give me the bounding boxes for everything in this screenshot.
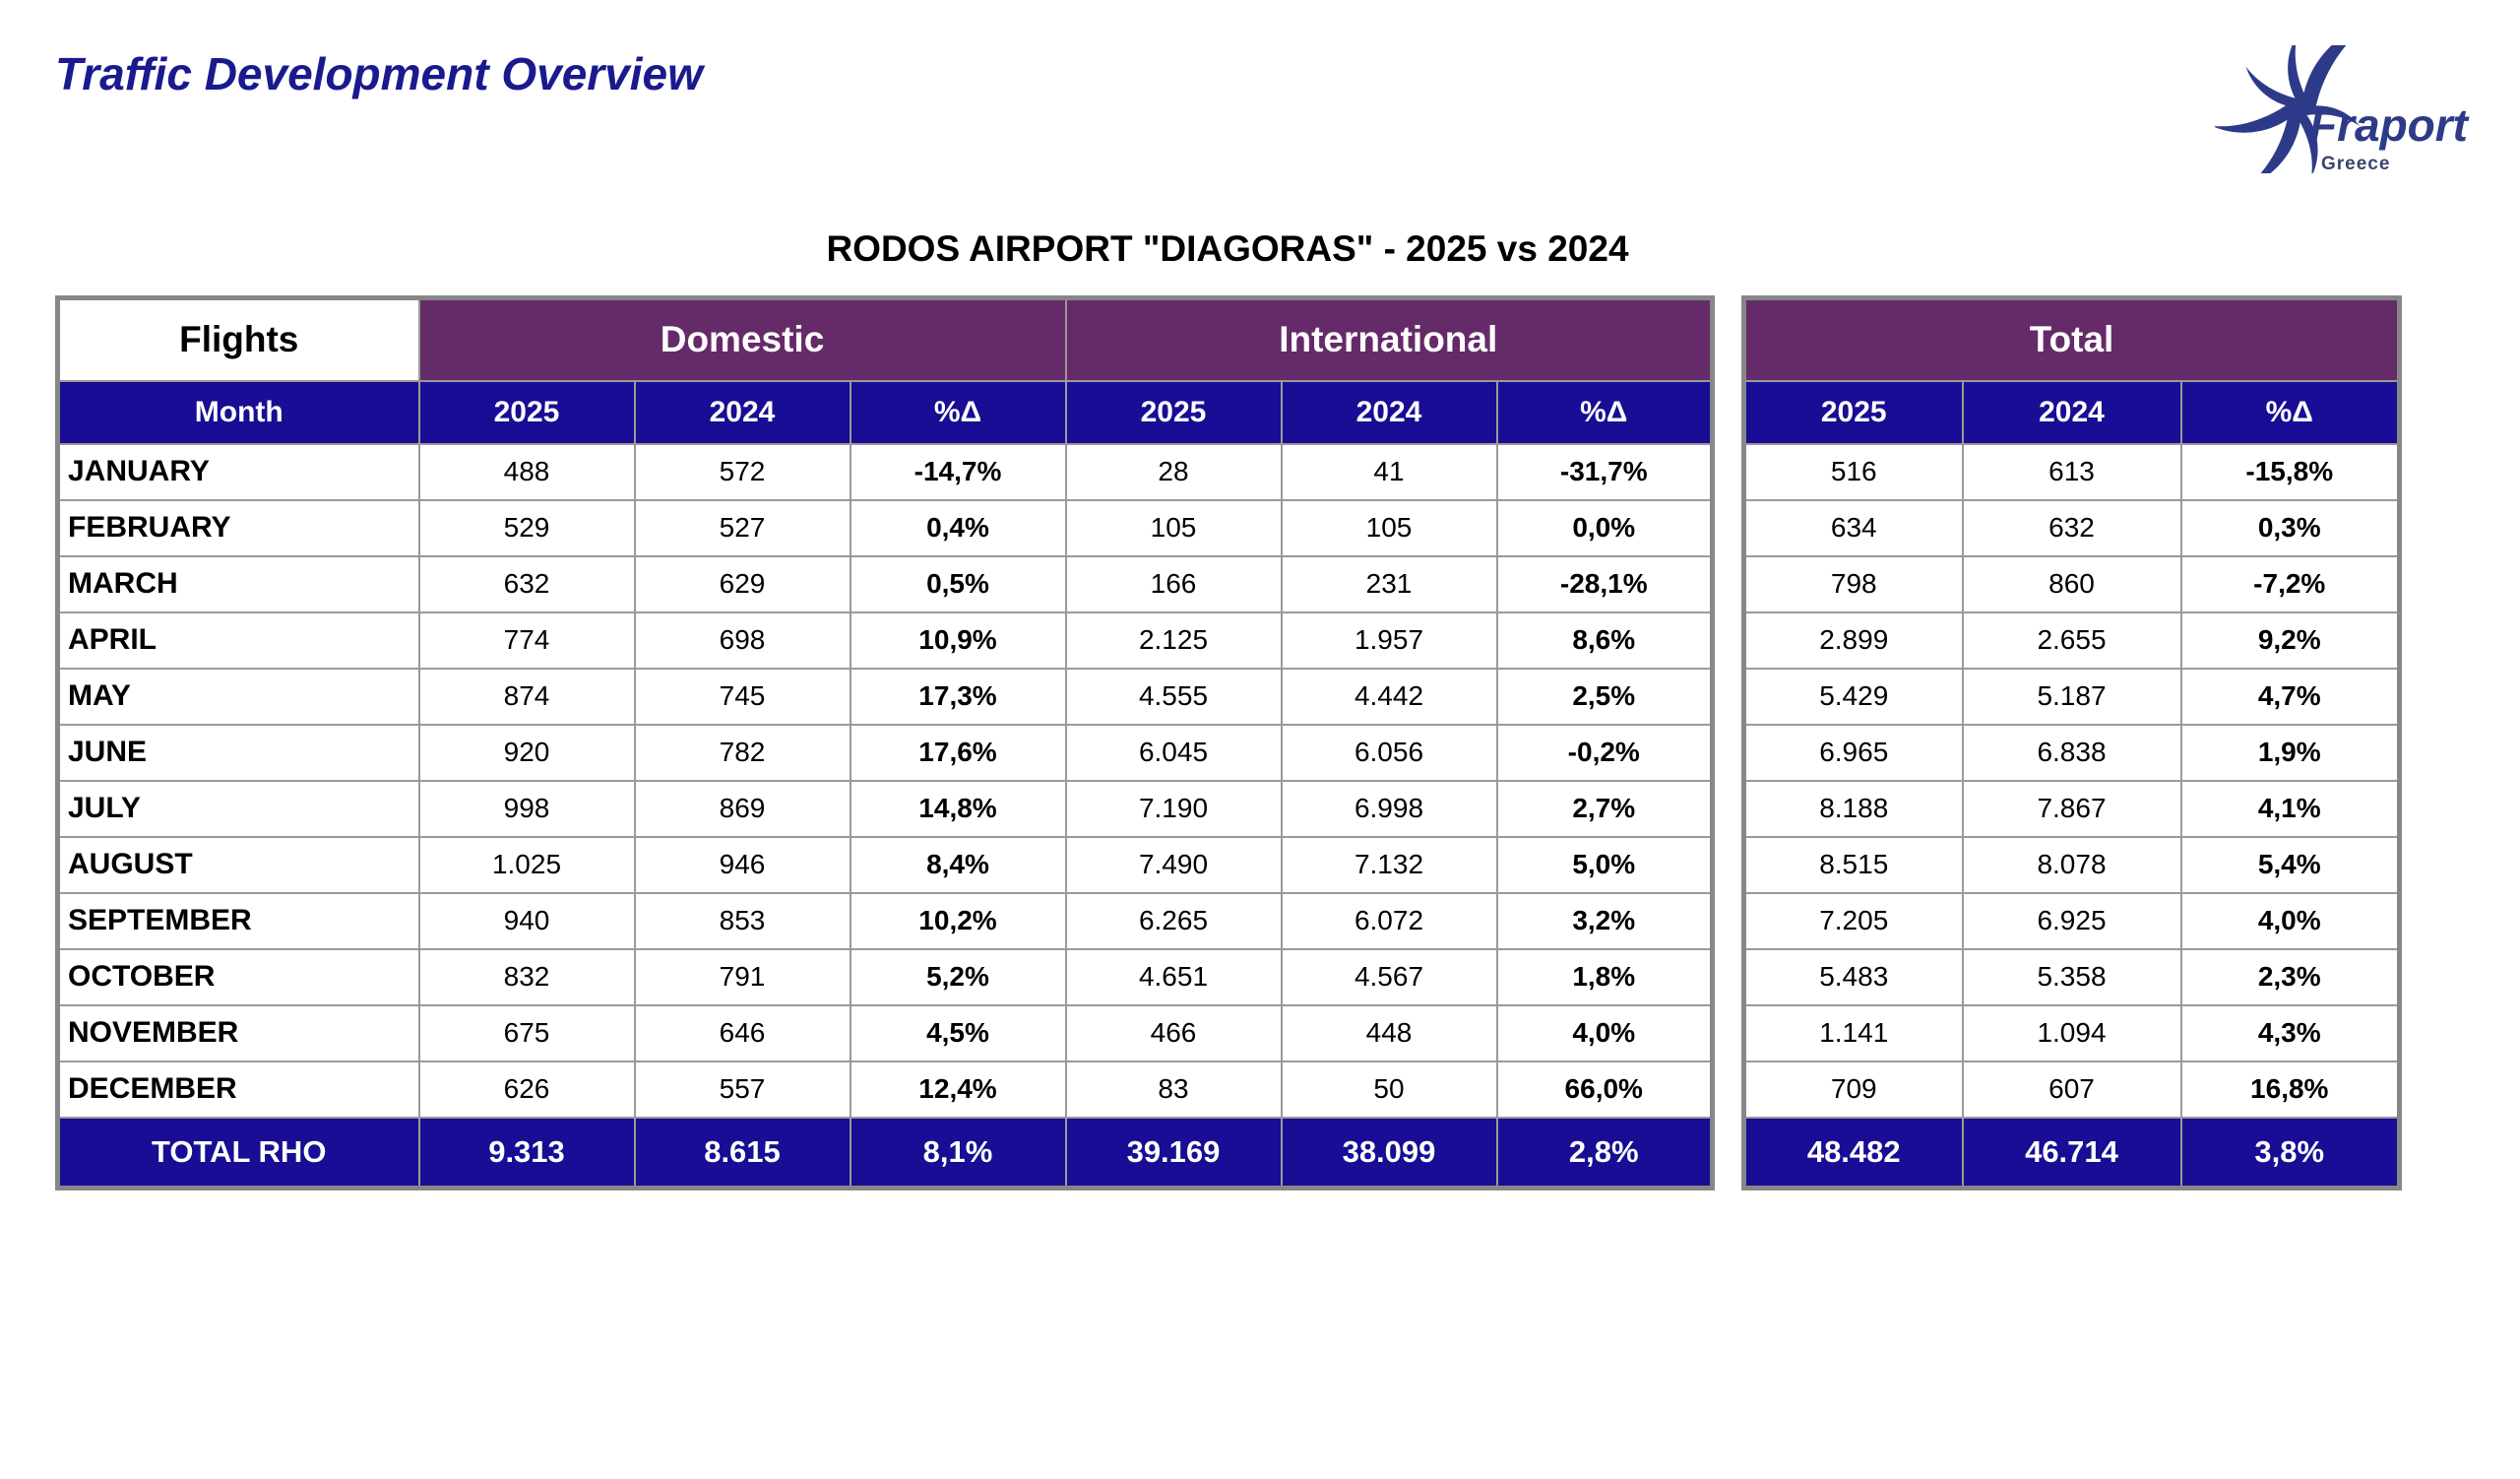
total-cell: 38.099 [1282, 1118, 1497, 1189]
total-cell: 8.615 [635, 1118, 850, 1189]
total-cell: 46.714 [1963, 1118, 2181, 1189]
value-cell: 646 [635, 1005, 850, 1061]
value-cell: 998 [419, 781, 635, 837]
flights-table [55, 295, 1715, 1190]
table-row [58, 556, 1713, 612]
group-header-international: International [1066, 298, 1713, 381]
value-cell: 5.187 [1963, 669, 2181, 725]
delta-cell: 1,8% [1497, 949, 1713, 1005]
column-header-2024: 2024 [635, 381, 850, 444]
delta-cell: 5,0% [1497, 837, 1713, 893]
value-cell: 709 [1744, 1061, 1963, 1118]
delta-cell: 10,2% [850, 893, 1066, 949]
delta-cell: 0,4% [850, 500, 1066, 556]
column-header-2025: 2025 [419, 381, 635, 444]
delta-cell: 2,3% [2181, 949, 2400, 1005]
total-cell: 2,8% [1497, 1118, 1713, 1189]
value-cell: 860 [1963, 556, 2181, 612]
delta-cell: 4,1% [2181, 781, 2400, 837]
value-cell: 8.188 [1744, 781, 1963, 837]
value-cell: 4.567 [1282, 949, 1497, 1005]
value-cell: 105 [1066, 500, 1282, 556]
total-rho-row [1744, 1118, 2400, 1189]
month-label: MAY [58, 669, 419, 725]
value-cell: 466 [1066, 1005, 1282, 1061]
total-cell: 39.169 [1066, 1118, 1282, 1189]
delta-cell: 4,3% [2181, 1005, 2400, 1061]
delta-cell: 2,7% [1497, 781, 1713, 837]
value-cell: 6.265 [1066, 893, 1282, 949]
column-header-row [58, 381, 1713, 444]
table-row [58, 500, 1713, 556]
month-label: NOVEMBER [58, 1005, 419, 1061]
value-cell: 7.490 [1066, 837, 1282, 893]
value-cell: 231 [1282, 556, 1497, 612]
delta-cell: 8,4% [850, 837, 1066, 893]
value-cell: 28 [1066, 444, 1282, 500]
value-cell: 105 [1282, 500, 1497, 556]
value-cell: 488 [419, 444, 635, 500]
table-row [58, 1061, 1713, 1118]
page-title: Traffic Development Overview [55, 48, 703, 99]
value-cell: 675 [419, 1005, 635, 1061]
total-rho-label: TOTAL RHO [58, 1118, 419, 1189]
month-label: DECEMBER [58, 1061, 419, 1118]
value-cell: 632 [419, 556, 635, 612]
delta-cell: 8,6% [1497, 612, 1713, 669]
value-cell: 6.056 [1282, 725, 1497, 781]
fraport-logo [2215, 37, 2500, 185]
value-cell: 572 [635, 444, 850, 500]
delta-cell: 14,8% [850, 781, 1066, 837]
table-row [58, 1005, 1713, 1061]
table-row [58, 725, 1713, 781]
table-row [1744, 669, 2400, 725]
value-cell: 7.205 [1744, 893, 1963, 949]
value-cell: 798 [1744, 556, 1963, 612]
table-row [1744, 725, 2400, 781]
column-header-2024: 2024 [1282, 381, 1497, 444]
logo-brand-text: Fraport [2309, 99, 2468, 151]
column-header-delta: %Δ [1497, 381, 1713, 444]
value-cell: 6.072 [1282, 893, 1497, 949]
value-cell: 920 [419, 725, 635, 781]
value-cell: 5.483 [1744, 949, 1963, 1005]
total-cell: 48.482 [1744, 1118, 1963, 1189]
value-cell: 832 [419, 949, 635, 1005]
value-cell: 613 [1963, 444, 2181, 500]
month-label: SEPTEMBER [58, 893, 419, 949]
value-cell: 1.025 [419, 837, 635, 893]
value-cell: 4.555 [1066, 669, 1282, 725]
value-cell: 782 [635, 725, 850, 781]
value-cell: 7.190 [1066, 781, 1282, 837]
value-cell: 774 [419, 612, 635, 669]
value-cell: 874 [419, 669, 635, 725]
delta-cell: 4,0% [1497, 1005, 1713, 1061]
column-header-2025: 2025 [1066, 381, 1282, 444]
month-label: MARCH [58, 556, 419, 612]
delta-cell: -0,2% [1497, 725, 1713, 781]
table-row [1744, 781, 2400, 837]
value-cell: 83 [1066, 1061, 1282, 1118]
value-cell: 1.141 [1744, 1005, 1963, 1061]
delta-cell: 3,2% [1497, 893, 1713, 949]
delta-cell: 10,9% [850, 612, 1066, 669]
delta-cell: 0,3% [2181, 500, 2400, 556]
month-label: AUGUST [58, 837, 419, 893]
value-cell: 448 [1282, 1005, 1497, 1061]
column-header-2024: 2024 [1963, 381, 2181, 444]
value-cell: 629 [635, 556, 850, 612]
column-header-2025: 2025 [1744, 381, 1963, 444]
delta-cell: 9,2% [2181, 612, 2400, 669]
value-cell: 2.125 [1066, 612, 1282, 669]
logo-country-text: Greece [2321, 154, 2391, 174]
total-rho-row [58, 1118, 1713, 1189]
value-cell: 527 [635, 500, 850, 556]
group-header-row [58, 298, 1713, 381]
value-cell: 41 [1282, 444, 1497, 500]
total-cell: 9.313 [419, 1118, 635, 1189]
column-header-month: Month [58, 381, 419, 444]
value-cell: 557 [635, 1061, 850, 1118]
column-header-delta: %Δ [850, 381, 1066, 444]
delta-cell: 5,2% [850, 949, 1066, 1005]
delta-cell: 5,4% [2181, 837, 2400, 893]
delta-cell: -14,7% [850, 444, 1066, 500]
total-cell: 8,1% [850, 1118, 1066, 1189]
delta-cell: 66,0% [1497, 1061, 1713, 1118]
value-cell: 745 [635, 669, 850, 725]
delta-cell: 12,4% [850, 1061, 1066, 1118]
month-label: FEBRUARY [58, 500, 419, 556]
value-cell: 8.078 [1963, 837, 2181, 893]
value-cell: 853 [635, 893, 850, 949]
total-table [1741, 295, 2402, 1190]
column-header-delta: %Δ [2181, 381, 2400, 444]
delta-cell: 0,5% [850, 556, 1066, 612]
total-cell: 3,8% [2181, 1118, 2400, 1189]
table-row [58, 669, 1713, 725]
value-cell: 632 [1963, 500, 2181, 556]
table-row [58, 837, 1713, 893]
delta-cell: 17,6% [850, 725, 1066, 781]
value-cell: 7.867 [1963, 781, 2181, 837]
table-row [1744, 949, 2400, 1005]
value-cell: 6.965 [1744, 725, 1963, 781]
value-cell: 8.515 [1744, 837, 1963, 893]
value-cell: 946 [635, 837, 850, 893]
delta-cell: -7,2% [2181, 556, 2400, 612]
delta-cell: -31,7% [1497, 444, 1713, 500]
delta-cell: 1,9% [2181, 725, 2400, 781]
value-cell: 4.442 [1282, 669, 1497, 725]
value-cell: 6.838 [1963, 725, 2181, 781]
value-cell: 626 [419, 1061, 635, 1118]
value-cell: 6.925 [1963, 893, 2181, 949]
month-label: JANUARY [58, 444, 419, 500]
delta-cell: 4,7% [2181, 669, 2400, 725]
delta-cell: 4,0% [2181, 893, 2400, 949]
value-cell: 634 [1744, 500, 1963, 556]
value-cell: 607 [1963, 1061, 2181, 1118]
delta-cell: 17,3% [850, 669, 1066, 725]
month-label: APRIL [58, 612, 419, 669]
value-cell: 6.998 [1282, 781, 1497, 837]
value-cell: 166 [1066, 556, 1282, 612]
value-cell: 869 [635, 781, 850, 837]
value-cell: 1.957 [1282, 612, 1497, 669]
table-row [58, 781, 1713, 837]
column-header-row [1744, 381, 2400, 444]
month-label: OCTOBER [58, 949, 419, 1005]
delta-cell: 0,0% [1497, 500, 1713, 556]
table-row [1744, 444, 2400, 500]
value-cell: 529 [419, 500, 635, 556]
value-cell: 5.429 [1744, 669, 1963, 725]
value-cell: 2.655 [1963, 612, 2181, 669]
table-row [1744, 837, 2400, 893]
table-row [58, 893, 1713, 949]
delta-cell: -28,1% [1497, 556, 1713, 612]
table-title: RODOS AIRPORT "DIAGORAS" - 2025 vs 2024 [826, 228, 1629, 269]
table-row [1744, 612, 2400, 669]
table-row [1744, 500, 2400, 556]
value-cell: 698 [635, 612, 850, 669]
value-cell: 791 [635, 949, 850, 1005]
table-row [58, 612, 1713, 669]
table-row [58, 444, 1713, 500]
table-row [1744, 893, 2400, 949]
delta-cell: 16,8% [2181, 1061, 2400, 1118]
month-label: JULY [58, 781, 419, 837]
value-cell: 6.045 [1066, 725, 1282, 781]
value-cell: 940 [419, 893, 635, 949]
value-cell: 50 [1282, 1061, 1497, 1118]
group-header-domestic: Domestic [419, 298, 1066, 381]
group-header-row [1744, 298, 2400, 381]
value-cell: 4.651 [1066, 949, 1282, 1005]
month-label: JUNE [58, 725, 419, 781]
value-cell: 7.132 [1282, 837, 1497, 893]
table-row [1744, 1005, 2400, 1061]
group-header-total: Total [1744, 298, 2400, 381]
corner-flights-label: Flights [58, 298, 419, 381]
delta-cell: 4,5% [850, 1005, 1066, 1061]
value-cell: 2.899 [1744, 612, 1963, 669]
table-row [58, 949, 1713, 1005]
delta-cell: -15,8% [2181, 444, 2400, 500]
table-row [1744, 556, 2400, 612]
value-cell: 1.094 [1963, 1005, 2181, 1061]
tables-container [55, 295, 2402, 1190]
table-row [1744, 1061, 2400, 1118]
delta-cell: 2,5% [1497, 669, 1713, 725]
value-cell: 5.358 [1963, 949, 2181, 1005]
value-cell: 516 [1744, 444, 1963, 500]
